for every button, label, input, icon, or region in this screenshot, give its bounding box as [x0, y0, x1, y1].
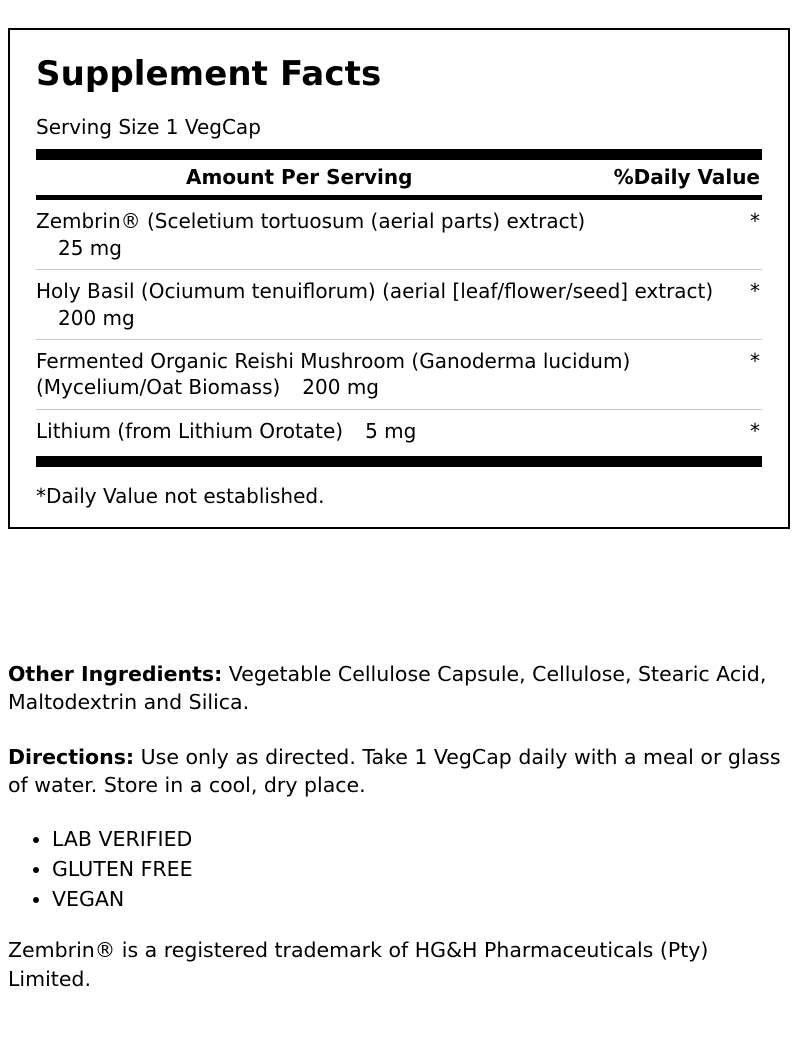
ingredient-name: Holy Basil (Ociumum tenuiflorum) (aerial [leaf/flower/seed] extract)	[36, 279, 714, 304]
divider-thick-top	[36, 149, 762, 160]
column-header-daily-value: %Daily Value	[613, 165, 760, 190]
ingredient-amount: 200 mg	[302, 375, 380, 400]
page-title: Supplement Facts	[36, 54, 382, 94]
column-header-amount: Amount Per Serving	[186, 165, 413, 190]
table-row	[36, 270, 762, 339]
ingredient-amount: 5 mg	[365, 418, 417, 443]
table-row	[36, 200, 762, 269]
ingredient-daily-value: *	[750, 279, 760, 304]
other-ingredients	[8, 660, 790, 717]
ingredient-daily-value: *	[750, 418, 760, 443]
table-row	[36, 410, 762, 456]
supplement-facts-panel	[8, 28, 790, 529]
list-item: • VEGAN	[52, 885, 790, 915]
table-row	[36, 340, 762, 409]
list-item: • LAB VERIFIED	[52, 825, 790, 855]
label-details	[8, 660, 790, 993]
ingredient-daily-value: *	[750, 209, 760, 234]
ingredient-amount: 200 mg	[58, 305, 135, 330]
trademark-notice: Zembrin® is a registered trademark of HG&H Pharmaceuticals (Pty) Limited.	[8, 938, 709, 991]
ingredient-name: Lithium (from Lithium Orotate)	[36, 418, 344, 443]
other-ingredients-text: Vegetable Cellulose Capsule, Cellulose, Stearic Acid, Maltodextrin and Silica.	[8, 662, 767, 715]
list-item: • GLUTEN FREE	[52, 855, 790, 885]
ingredient-name: Zembrin® (Sceletium tortuosum (aerial parts) extract)	[36, 209, 586, 234]
claims-list	[8, 825, 790, 914]
directions	[8, 743, 790, 800]
table-header-row	[36, 160, 762, 195]
directions-label: Directions:	[8, 744, 135, 769]
ingredient-daily-value: *	[750, 348, 760, 373]
ingredient-name: Fermented Organic Reishi Mushroom (Ganoderma lucidum) (Mycelium/Oat Biomass)	[36, 348, 631, 400]
directions-text: Use only as directed. Take 1 VegCap daily with a meal or glass of water. Store in a cool, dry place.	[8, 744, 781, 797]
other-ingredients-label: Other Ingredients:	[8, 662, 223, 686]
ingredient-amount: 25 mg	[58, 235, 122, 260]
serving-size: Serving Size 1 VegCap	[36, 115, 261, 140]
daily-value-footnote: *Daily Value not established.	[36, 483, 325, 508]
divider-thick-bottom	[36, 456, 762, 467]
